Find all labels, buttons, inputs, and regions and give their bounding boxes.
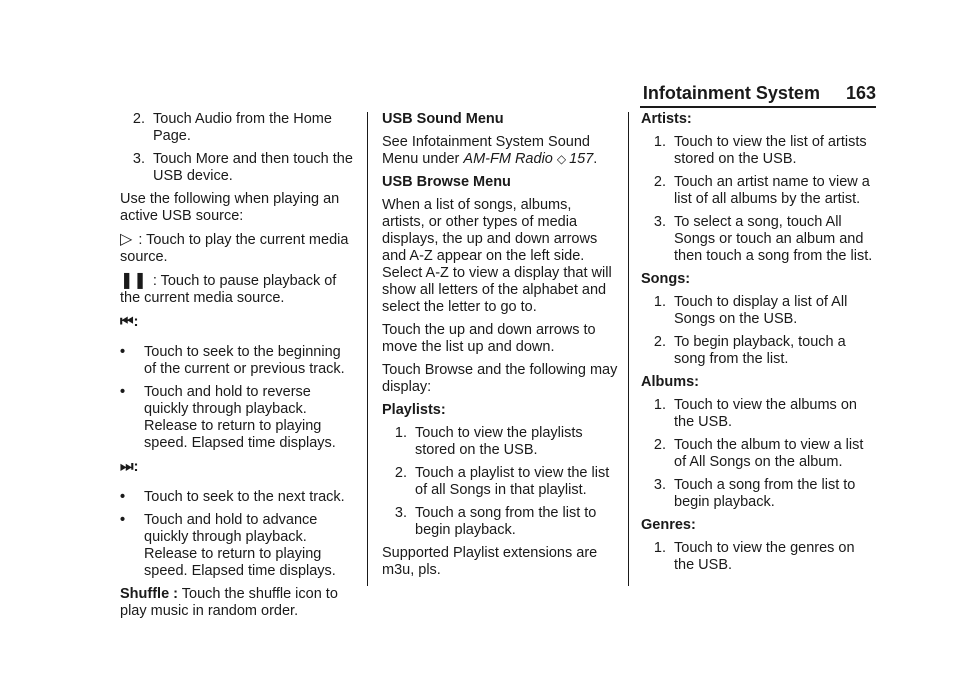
shuffle-text: Touch the shuffle icon to play music in random order. (120, 586, 338, 619)
list-item (641, 134, 877, 168)
list-item (641, 334, 877, 368)
list-item (120, 384, 356, 452)
list-item (641, 174, 877, 208)
column-1 (120, 111, 356, 626)
step-text: To select a song, touch All Songs or touch an album and then touch a song from the list. (674, 214, 873, 264)
sound-see-suffix: . (593, 151, 598, 167)
list-item (120, 344, 356, 378)
step-text: Touch an artist name to view a list of all albums by the artist. (674, 174, 870, 207)
bullet-text: Touch and hold to reverse quickly through playback. Release to return to playing speed. Elapsed time displays. (144, 384, 336, 451)
play-text: : Touch to play the current media source. (120, 232, 349, 265)
step-text: Touch More and then touch the USB device. (153, 151, 353, 184)
step-number: 1. (394, 425, 407, 441)
shuffle-description (120, 586, 356, 620)
step-number: 3. (653, 477, 666, 493)
step-text: Touch to view the genres on the USB. (674, 540, 855, 573)
list-item (641, 477, 877, 511)
list-item (641, 397, 877, 431)
step-text: Touch to display a list of All Songs on the USB. (674, 294, 848, 327)
bullet-icon: • (120, 344, 126, 360)
genres-heading: Genres: (641, 517, 696, 533)
step-text: Touch to view the albums on the USB. (674, 397, 857, 430)
list-item (382, 505, 618, 539)
list-item (382, 425, 618, 459)
songs-heading: Songs: (641, 271, 691, 287)
list-item (382, 465, 618, 499)
step-number: 2. (653, 174, 666, 190)
play-description (120, 231, 356, 266)
seek-forward-label: : (133, 458, 139, 475)
pause-description (120, 272, 356, 307)
list-item (120, 111, 356, 145)
pause-text: : Touch to pause playback of the current media source. (120, 273, 337, 306)
page-number: 163 (845, 83, 876, 103)
step-number: 1. (653, 134, 666, 150)
bullet-icon: • (120, 384, 126, 400)
step-number: 1. (653, 540, 666, 556)
bullet-text: Touch and hold to advance quickly through playback. Release to return to playing speed. Elapsed time displays. (144, 512, 336, 579)
albums-heading: Albums: (641, 374, 699, 390)
browse-paragraph-1: When a list of songs, albums, artists, or other types of media displays, the up and down arrows and A-Z appear on the left side. Select A-Z to view a display that will show all letters of the alphabet and select the letter to go to. (382, 197, 612, 315)
list-item (120, 489, 356, 506)
bullet-icon: • (120, 489, 126, 505)
shuffle-label: Shuffle : (120, 586, 178, 602)
step-text: Touch Audio from the Home Page. (153, 111, 332, 144)
page-reference-icon: ◇ (556, 152, 567, 166)
step-text: Touch the album to view a list of All Songs on the album. (674, 437, 864, 470)
step-number: 1. (653, 294, 666, 310)
seek-back-icon: ⏮ (120, 313, 134, 330)
list-item (120, 512, 356, 580)
list-item (641, 214, 877, 265)
list-item (641, 294, 877, 328)
seek-forward-heading (120, 458, 356, 475)
step-text: Touch a song from the list to begin playback. (674, 477, 856, 510)
step-number: 3. (653, 214, 666, 230)
step-text: Touch a song from the list to begin playback. (415, 505, 597, 538)
step-number: 1. (653, 397, 666, 413)
step-number: 3. (394, 505, 407, 521)
section-title: Infotainment System (642, 83, 820, 103)
pause-icon: ❚❚ (120, 272, 147, 289)
step-number: 3. (132, 151, 145, 167)
browse-paragraph-2: Touch the up and down arrows to move the list up and down. (382, 322, 596, 355)
usb-sound-menu-heading: USB Sound Menu (382, 111, 504, 127)
play-icon: ▷ (120, 231, 133, 248)
bullet-icon: • (120, 512, 126, 528)
sound-see-link[interactable]: AM-FM Radio (463, 151, 553, 167)
seek-back-label: : (133, 313, 139, 330)
step-number: 2. (653, 437, 666, 453)
artists-heading: Artists: (641, 111, 692, 127)
seek-back-heading (120, 313, 356, 330)
step-number: 2. (394, 465, 407, 481)
column-2 (382, 111, 618, 585)
bullet-text: Touch to seek to the next track. (144, 489, 345, 505)
playlist-extensions: Supported Playlist extensions are m3u, pls. (382, 545, 598, 578)
usb-browse-menu-heading: USB Browse Menu (382, 174, 511, 190)
header-rule (640, 106, 876, 108)
seek-forward-icon: ⏭ (120, 458, 134, 475)
sound-menu-reference (382, 134, 618, 168)
step-text: Touch to view the playlists stored on the USB. (415, 425, 583, 458)
column-divider-2 (628, 112, 629, 586)
bullet-text: Touch to seek to the beginning of the current or previous track. (144, 344, 345, 377)
step-number: 2. (653, 334, 666, 350)
column-3 (641, 111, 877, 580)
sound-see-page: 157 (569, 151, 594, 167)
step-text: To begin playback, touch a song from the list. (674, 334, 846, 367)
list-item (120, 151, 356, 185)
step-text: Touch a playlist to view the list of all Songs in that playlist. (415, 465, 610, 498)
list-item (641, 540, 877, 574)
page-header (640, 82, 876, 108)
step-text: Touch to view the list of artists stored on the USB. (674, 134, 867, 167)
playlists-heading: Playlists: (382, 402, 446, 418)
column-divider-1 (367, 112, 368, 586)
intro-text: Use the following when playing an active USB source: (120, 191, 340, 224)
step-number: 2. (132, 111, 145, 127)
sound-see-prefix: See Infotainment System Sound Menu under (382, 134, 590, 167)
browse-paragraph-3: Touch Browse and the following may display: (382, 362, 618, 395)
list-item (641, 437, 877, 471)
